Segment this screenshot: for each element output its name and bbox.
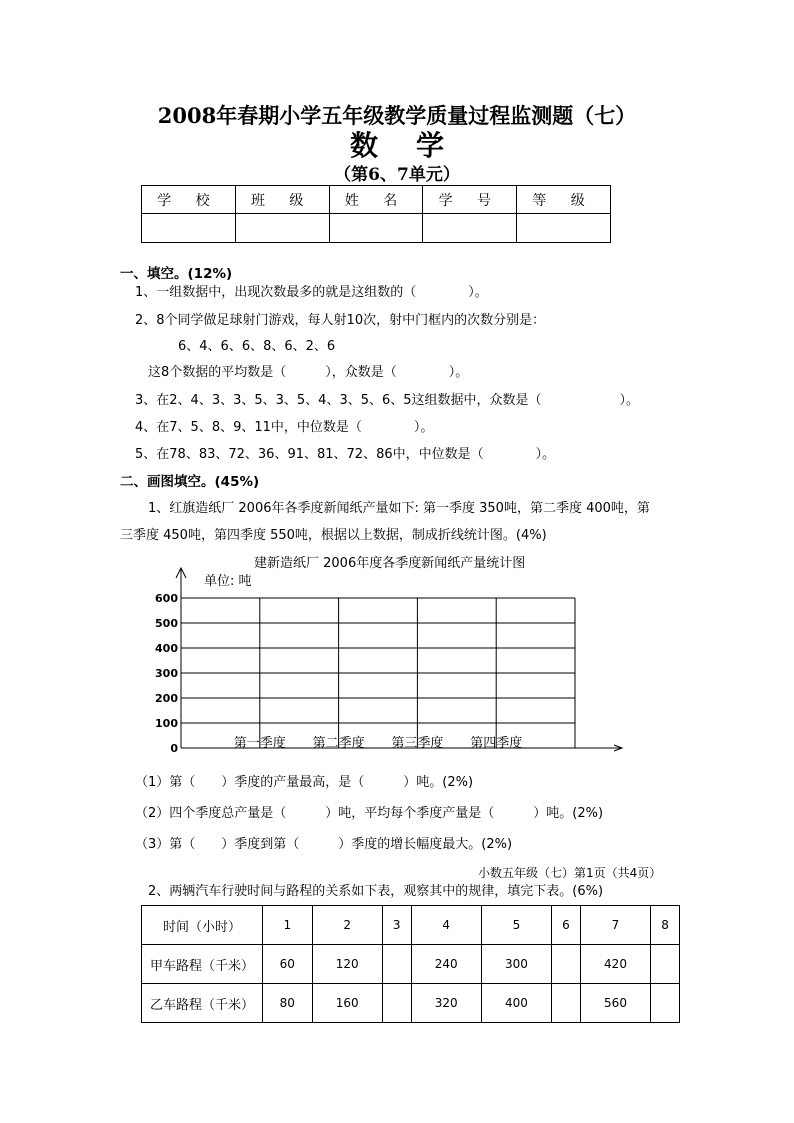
row-label-car-b: 乙车路程（千米） — [142, 984, 263, 1023]
table-row-car-b — [142, 984, 680, 1023]
y-tick-label: 100 — [155, 717, 178, 730]
distance-blank-cell[interactable] — [552, 945, 581, 984]
row-label-car-a: 甲车路程（千米） — [142, 945, 263, 984]
distance-blank-cell[interactable] — [382, 945, 411, 984]
problem-2-2: 2、两辆汽车行驶时间与路程的关系如下表，观察其中的规律，填完下表。(6%) — [148, 884, 604, 899]
chart-title: 建新造纸厂 2006年度各季度新闻纸产量统计图 — [254, 556, 526, 571]
problem-2-1-line1: 1、红旗造纸厂 2006年各季度新闻纸产量如下: 第一季度 350吨，第二季度 400吨，第 — [148, 501, 650, 516]
question-1-3: 3、在2、4、3、3、5、3、5、4、3、5、6、5这组数据中，众数是（ ）。 — [135, 393, 640, 408]
y-tick-label: 300 — [155, 667, 178, 680]
problem-2-1-line2: 三季度 450吨，第四季度 550吨，根据以上数据，制成折线统计图。(4%) — [120, 528, 547, 543]
question-1-2-ask: 这8个数据的平均数是（ ），众数是（ ）。 — [148, 365, 469, 380]
question-1-2-data: 6、4、6、6、8、6、2、6 — [178, 339, 336, 354]
distance-blank-cell[interactable] — [552, 984, 581, 1023]
info-header-name: 姓 名 — [329, 186, 423, 214]
info-header-class: 班 级 — [235, 186, 329, 214]
distance-blank-cell[interactable] — [651, 984, 680, 1023]
subquestion-1: （1）第（ ）季度的产量最高，是（ ）吨。(2%) — [135, 775, 474, 790]
units-subtitle: （第6、7单元） — [334, 165, 460, 185]
distance-cell: 420 — [580, 945, 650, 984]
subquestion-2: （2）四个季度总产量是（ ）吨，平均每个季度产量是（ ）吨。(2%) — [135, 806, 604, 821]
x-category-label: 第一季度 — [233, 736, 286, 751]
distance-cell: 80 — [263, 984, 313, 1023]
distance-table — [141, 905, 680, 1023]
question-1-5: 5、在78、83、72、36、91、81、72、86中，中位数是（ ）。 — [135, 447, 556, 462]
info-header-grade: 等 级 — [517, 186, 611, 214]
distance-cell: 120 — [312, 945, 382, 984]
hour-cell: 3 — [382, 906, 411, 945]
y-tick-label: 600 — [155, 592, 178, 605]
distance-cell: 240 — [411, 945, 481, 984]
distance-cell: 560 — [580, 984, 650, 1023]
hour-cell: 5 — [481, 906, 551, 945]
distance-cell: 160 — [312, 984, 382, 1023]
question-1-1: 1、一组数据中，出现次数最多的就是这组数的（ ）。 — [135, 285, 488, 300]
y-tick-label: 0 — [170, 742, 178, 755]
section2-heading: 二、画图填空。(45%) — [120, 474, 260, 490]
hour-cell: 4 — [411, 906, 481, 945]
distance-cell: 60 — [263, 945, 313, 984]
info-header-number: 学 号 — [423, 186, 517, 214]
distance-cell: 320 — [411, 984, 481, 1023]
y-tick-label: 200 — [155, 692, 178, 705]
x-category-label: 第二季度 — [312, 736, 365, 751]
distance-cell: 400 — [481, 984, 551, 1023]
subject-title: 数学 — [349, 129, 482, 162]
hour-cell: 7 — [580, 906, 650, 945]
hour-cell: 6 — [552, 906, 581, 945]
table-row-car-a — [142, 945, 680, 984]
distance-blank-cell[interactable] — [651, 945, 680, 984]
question-1-2: 2、8个同学做足球射门游戏，每人射10次，射中门框内的次数分别是： — [135, 313, 546, 328]
info-header-school: 学 校 — [142, 186, 236, 214]
chart-unit-label: 单位: 吨 — [204, 574, 252, 589]
hour-cell: 1 — [263, 906, 313, 945]
y-tick-label: 400 — [155, 642, 178, 655]
distance-cell: 300 — [481, 945, 551, 984]
page-footer: 小数五年级（七）第1页（共4页） — [478, 866, 662, 880]
hour-cell: 2 — [312, 906, 382, 945]
table-header-time: 时间（小时） — [142, 906, 263, 945]
y-tick-label: 500 — [155, 617, 178, 630]
hour-cell: 8 — [651, 906, 680, 945]
question-1-4: 4、在7、5、8、9、11中，中位数是（ ）。 — [135, 420, 434, 435]
section1-heading: 一、填空。(12%) — [120, 266, 233, 282]
x-category-label: 第三季度 — [391, 736, 444, 751]
distance-blank-cell[interactable] — [382, 984, 411, 1023]
x-category-label: 第四季度 — [470, 736, 523, 751]
subquestion-3: （3）第（ ）季度到第（ ）季度的增长幅度最大。(2%) — [135, 837, 513, 852]
exam-title: 2008年春期小学五年级教学质量过程监测题（七） — [157, 103, 637, 128]
